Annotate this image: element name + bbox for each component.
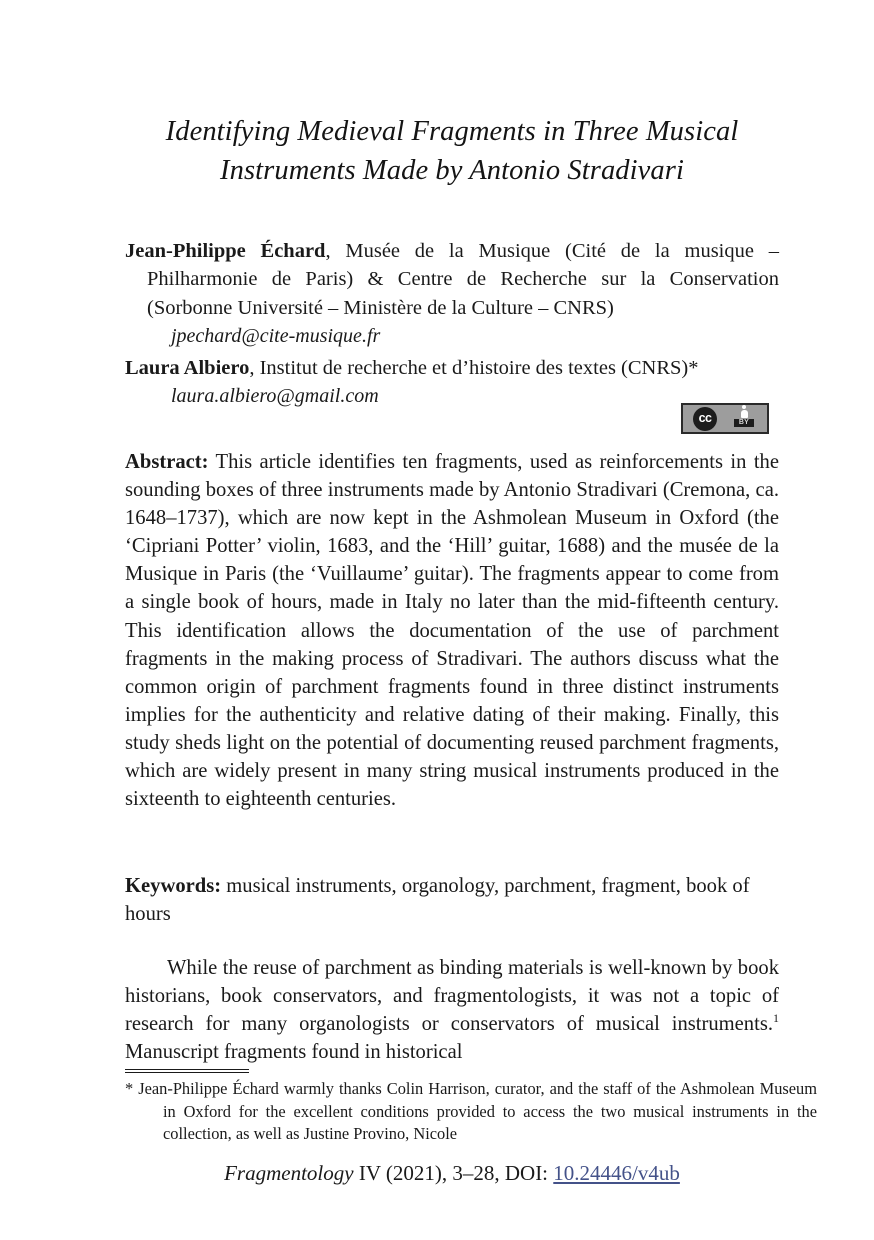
title-line-2: Instruments Made by Antonio Stradivari — [220, 155, 684, 186]
footer-citation — [125, 1158, 779, 1188]
journal-title: Fragmentology — [224, 1161, 354, 1185]
page-title — [125, 112, 779, 190]
author-name-1: Jean-Philippe Échard — [125, 240, 326, 262]
keywords-label: Keywords: — [125, 875, 222, 897]
citation-details: IV (2021), 3–28, DOI: — [353, 1161, 554, 1185]
person-icon — [741, 405, 748, 418]
keywords-section — [125, 872, 779, 928]
footnote-marker: * — [125, 1079, 134, 1098]
author-entry-2 — [125, 354, 779, 382]
author-affiliation-1: , Musée de la Musique (Cité de la musique – Philharmonie de Paris) & Centre de Recherche sur la Conservation (Sorbonne Université – Ministère de la Culture – CNRS) — [147, 240, 779, 319]
footnote-star — [125, 1078, 817, 1146]
author-affiliation-2: , Institut de recherche et d’histoire des textes (CNRS)* — [249, 357, 699, 380]
author-entry-1 — [125, 237, 779, 322]
creative-commons-icon — [693, 407, 717, 431]
title-line-1: Identifying Medieval Fragments in Three Musical — [165, 116, 739, 147]
author-block — [125, 237, 779, 411]
author-email-1[interactable]: jpechard@cite-musique.fr — [171, 324, 381, 347]
abstract-section — [125, 448, 779, 813]
abstract-label: Abstract: — [125, 451, 209, 473]
author-name-2: Laura Albiero — [125, 357, 250, 380]
author-email-2[interactable]: laura.albiero@gmail.com — [171, 385, 379, 408]
cc-glyph-label: cc — [698, 411, 712, 426]
doi-link[interactable]: 10.24446/v4ub — [553, 1161, 680, 1185]
cc-by-license-badge[interactable] — [681, 403, 769, 434]
abstract-text: This article identifies ten fragments, used as reinforcements in the sounding boxes of three instruments made by Antonio Stradivari (Cremona, ca. 1648–1737), which are now kept in the Ashmolean Museum in Oxford (the ‘Cipriani Potter’ violin, 1683, and the ‘Hill’ guitar, 1688) and the musée de la Musique in Paris (the ‘Vuillaume’ guitar). The fragments appear to come from a single book of hours, made in Italy no later than the mid-fifteenth century. This identification allows the documentation of the use of parchment fragments in the making process of Stradivari. The authors discuss what the common origin of parchment fragments found in three distinct instruments implies for the authenticity and relative dating of their making. Finally, this study sheds light on the potential of documenting reused parchment fragments, which are widely present in many string musical instruments produced in the sixteenth to eighteenth centuries. — [125, 451, 779, 811]
keywords-text: musical instruments, organology, parchment, fragment, book of hours — [125, 875, 750, 926]
body-text-before-note: While the reuse of parchment as binding materials is well-known by book historians, book conservators, and fragmentologists, it was not a topic of research for many organologists or conservators of musical instruments. — [125, 957, 779, 1036]
footnote-separator — [125, 1069, 249, 1073]
by-label: BY — [734, 419, 754, 427]
body-text-after-note: Manuscript fragments found in historical — [125, 1041, 463, 1064]
attribution-icon — [731, 405, 757, 432]
footnote-text: Jean-Philippe Échard warmly thanks Colin Harrison, curator, and the staff of the Ashmolean Museum in Oxford for the excellent conditions provided to access the two musical instruments in the collection, as well as Justine Provino, Nicole — [138, 1079, 817, 1144]
body-paragraph — [125, 954, 779, 1066]
footnote-reference-1[interactable]: 1 — [773, 1011, 779, 1026]
